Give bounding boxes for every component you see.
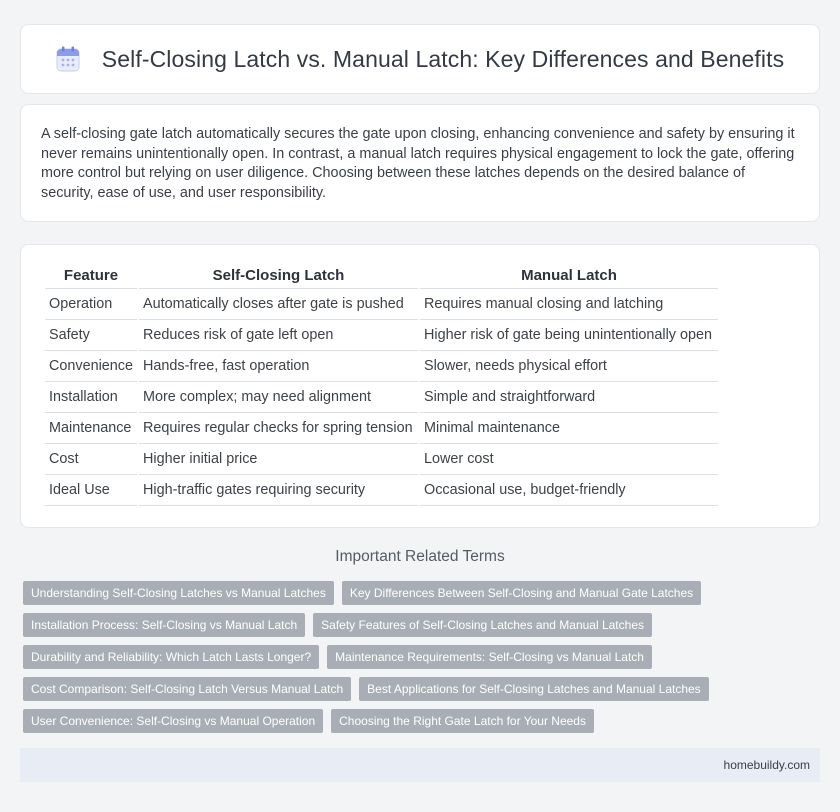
self-closing-cell: Hands-free, fast operation xyxy=(139,351,418,382)
table-row xyxy=(45,382,718,413)
feature-cell: Cost xyxy=(45,444,137,475)
tag-row xyxy=(23,709,823,733)
tag-row xyxy=(23,581,823,605)
table-row xyxy=(45,320,718,351)
header-feature: Feature xyxy=(45,263,137,289)
manual-cell: Higher risk of gate being unintentionally open xyxy=(420,320,718,351)
self-closing-cell: Reduces risk of gate left open xyxy=(139,320,418,351)
table-row xyxy=(45,351,718,382)
self-closing-cell: Requires regular checks for spring tension xyxy=(139,413,418,444)
feature-cell: Installation xyxy=(45,382,137,413)
comparison-table xyxy=(43,263,720,506)
related-term-link[interactable]: Maintenance Requirements: Self-Closing vs Manual Latch xyxy=(327,645,652,669)
tag-row xyxy=(23,613,823,637)
feature-cell: Convenience xyxy=(45,351,137,382)
feature-cell: Maintenance xyxy=(45,413,137,444)
footer-site-link[interactable]: homebuildy.com xyxy=(723,758,810,772)
related-term-link[interactable]: Best Applications for Self-Closing Latches and Manual Latches xyxy=(359,677,709,701)
manual-cell: Simple and straightforward xyxy=(420,382,718,413)
tag-row xyxy=(23,645,823,669)
table-row xyxy=(45,475,718,506)
page-title: Self-Closing Latch vs. Manual Latch: Key Differences and Benefits xyxy=(101,45,785,72)
related-term-link[interactable]: Safety Features of Self-Closing Latches and Manual Latches xyxy=(313,613,652,637)
table-row xyxy=(45,289,718,320)
intro-text: A self-closing gate latch automatically secures the gate upon closing, enhancing convenience and safety by ensuring it never remains unintentionally open. In contrast, a manual latch requires physical engagement to lock the gate, offering more control but relying on user diligence. Choosing between these latches depends on the desired balance of security, ease of use, and user responsibility. xyxy=(41,126,795,201)
self-closing-cell: More complex; may need alignment xyxy=(139,382,418,413)
table-header-row xyxy=(45,263,718,289)
related-term-link[interactable]: Cost Comparison: Self-Closing Latch Versus Manual Latch xyxy=(23,677,351,701)
title-wrap xyxy=(56,46,784,73)
related-terms-title: Important Related Terms xyxy=(335,548,505,565)
manual-cell: Lower cost xyxy=(420,444,718,475)
related-term-link[interactable]: Installation Process: Self-Closing vs Manual Latch xyxy=(23,613,305,637)
self-closing-cell: High-traffic gates requiring security xyxy=(139,475,418,506)
manual-cell: Slower, needs physical effort xyxy=(420,351,718,382)
tag-row xyxy=(23,677,823,701)
feature-cell: Operation xyxy=(45,289,137,320)
header-manual: Manual Latch xyxy=(420,263,718,289)
related-term-link[interactable]: User Convenience: Self-Closing vs Manual Operation xyxy=(23,709,323,733)
calendar-icon xyxy=(56,46,80,72)
feature-cell: Ideal Use xyxy=(45,475,137,506)
intro-card xyxy=(20,104,820,222)
manual-cell: Requires manual closing and latching xyxy=(420,289,718,320)
footer xyxy=(20,748,820,782)
feature-cell: Safety xyxy=(45,320,137,351)
self-closing-cell: Automatically closes after gate is pushed xyxy=(139,289,418,320)
header-card xyxy=(20,24,820,94)
table-row xyxy=(45,444,718,475)
related-term-link[interactable]: Choosing the Right Gate Latch for Your Needs xyxy=(331,709,594,733)
related-term-link[interactable]: Understanding Self-Closing Latches vs Manual Latches xyxy=(23,581,334,605)
table-row xyxy=(45,413,718,444)
related-term-link[interactable]: Key Differences Between Self-Closing and Manual Gate Latches xyxy=(342,581,701,605)
self-closing-cell: Higher initial price xyxy=(139,444,418,475)
comparison-table-card xyxy=(20,244,820,528)
related-term-link[interactable]: Durability and Reliability: Which Latch Lasts Longer? xyxy=(23,645,319,669)
related-terms-list xyxy=(23,581,823,741)
manual-cell: Occasional use, budget-friendly xyxy=(420,475,718,506)
header-self-closing: Self-Closing Latch xyxy=(139,263,418,289)
manual-cell: Minimal maintenance xyxy=(420,413,718,444)
